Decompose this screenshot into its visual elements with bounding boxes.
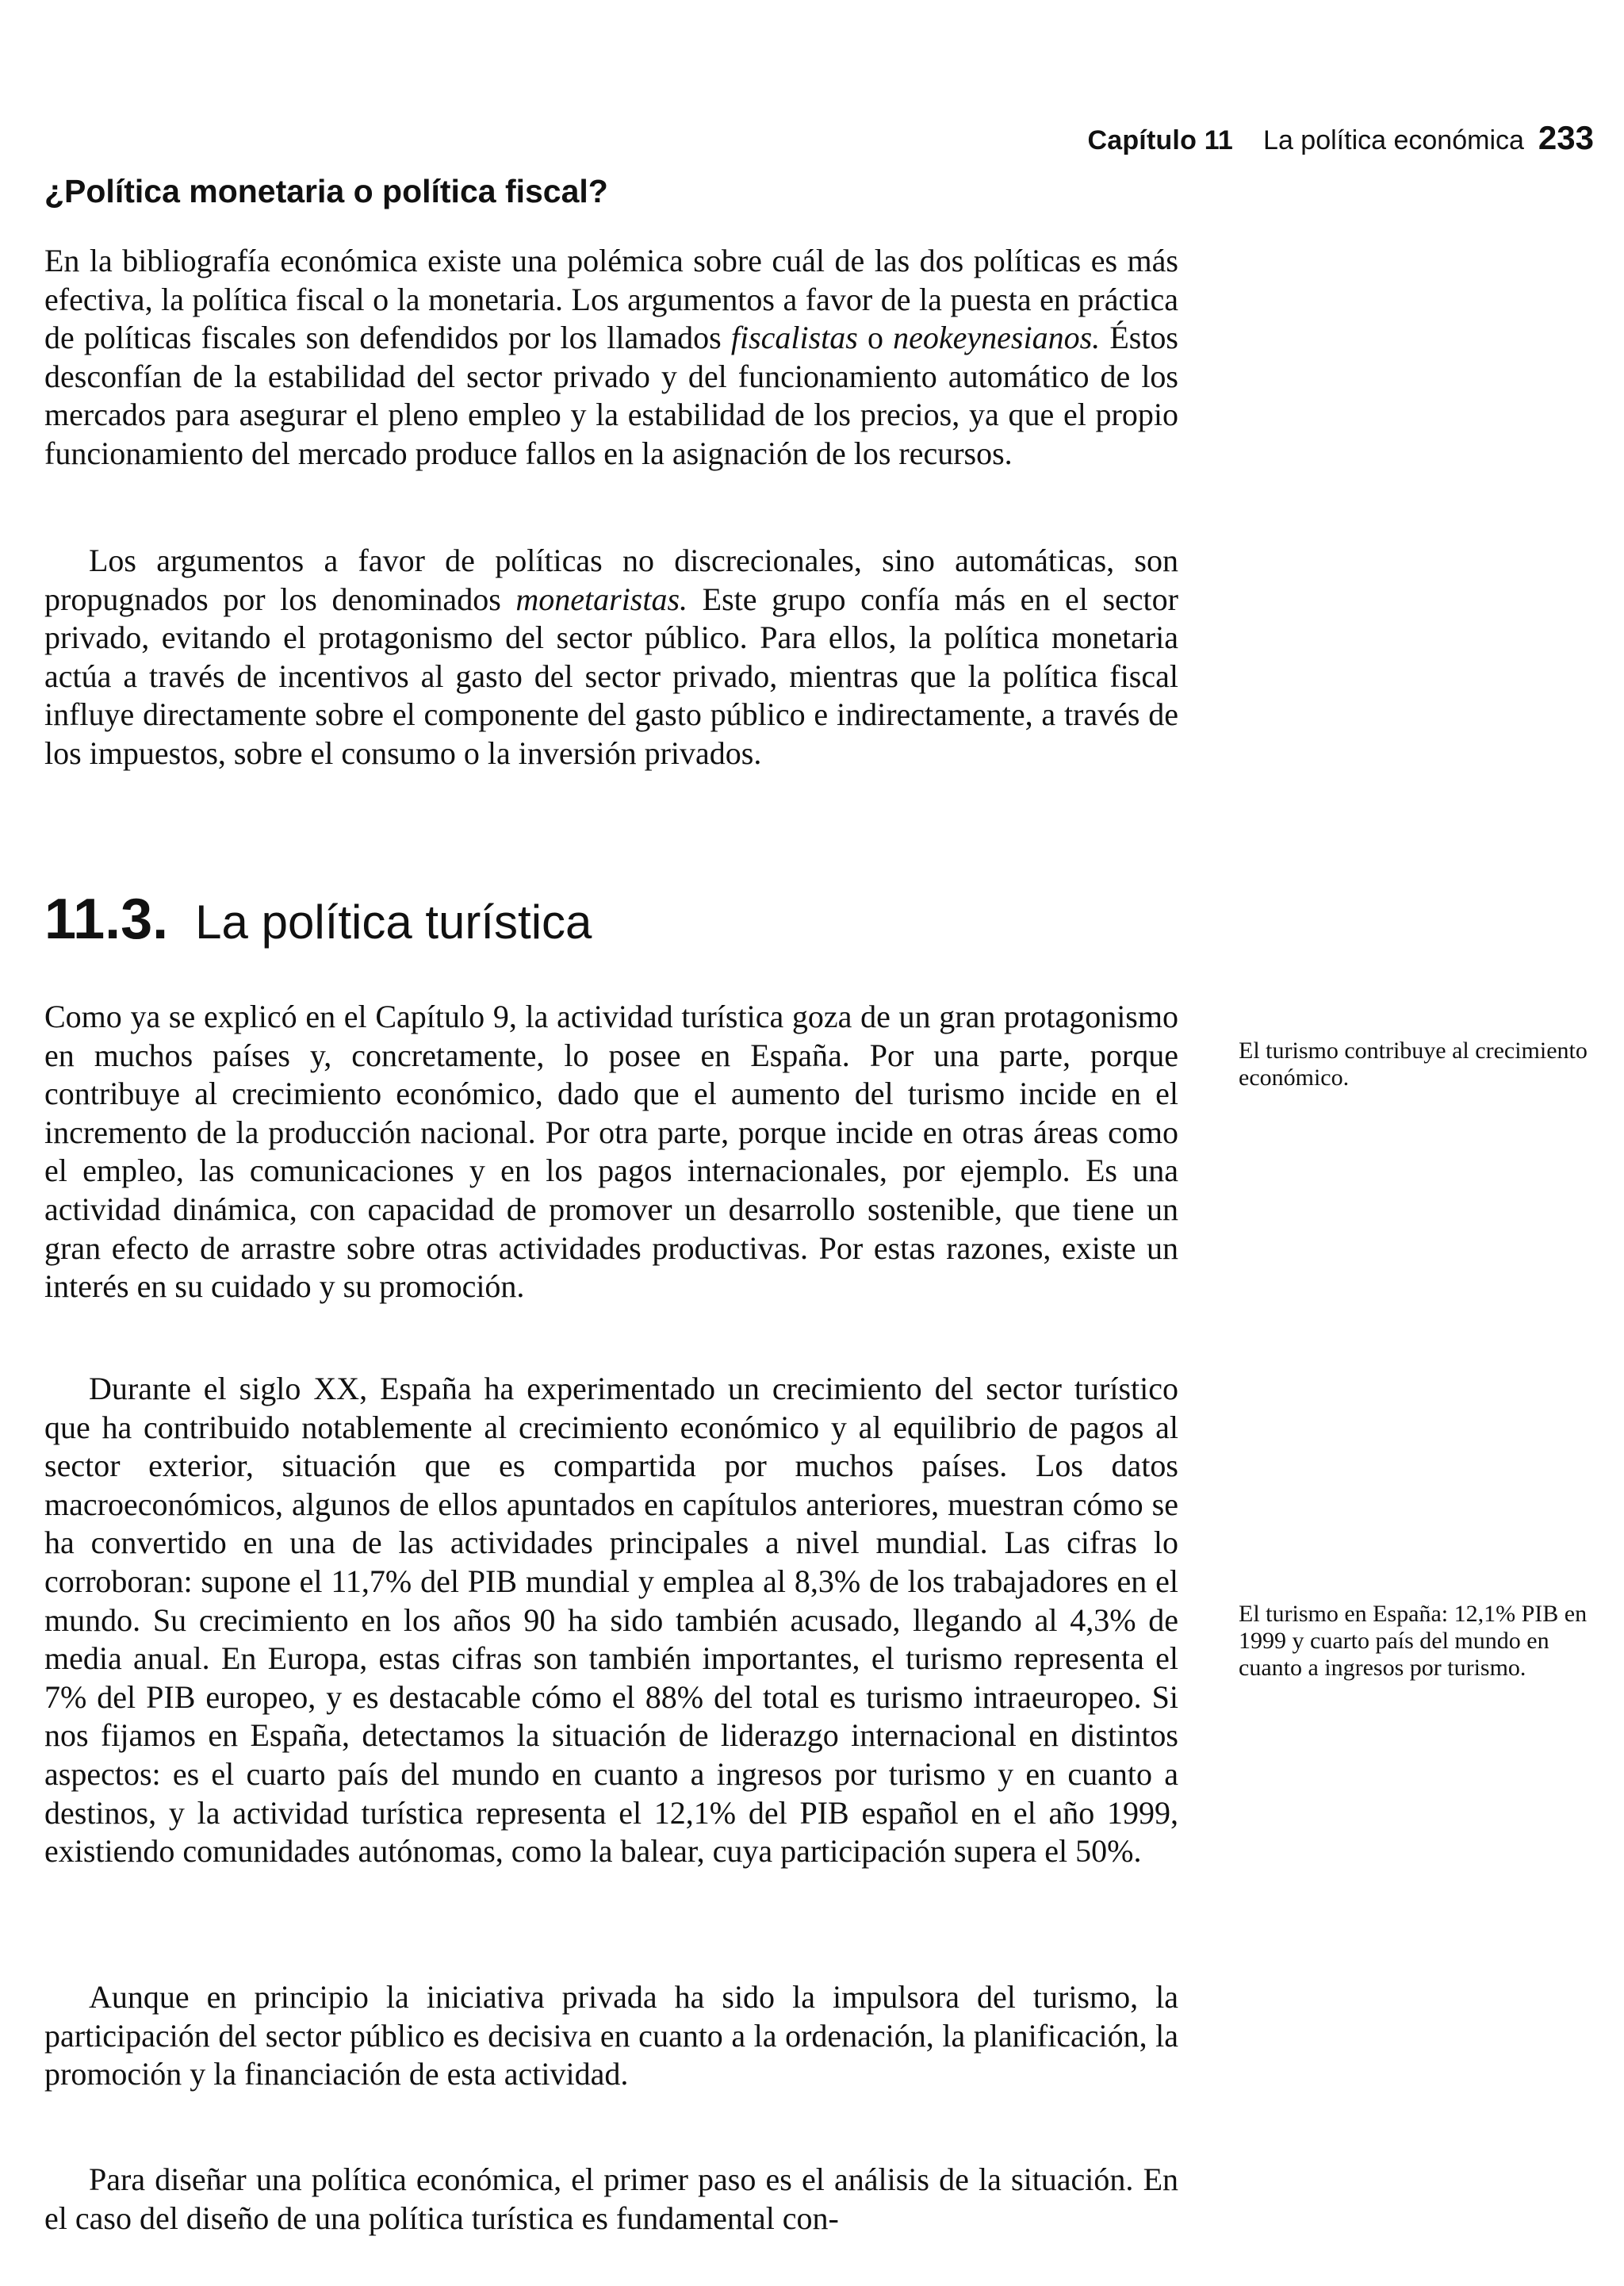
paragraph-text: Éstos desconfían de la estabilidad del sector privado y del funcionamiento automático de los mercados para asegurar el pleno empleo y la estabilidad de los precios, ya que el propio funcionamiento del mercado produce fallos en la asignación de los recursos. xyxy=(44,320,1178,471)
paragraph-policy-design: Para diseñar una política económica, el primer paso es el análisis de la situación. En el caso del diseño de una política turística es fundamental con- xyxy=(44,2161,1178,2236)
paragraph-text: Los argumentos a favor de políticas no discrecionales, sino automáticas, son propugnados por los denominados xyxy=(44,543,1178,617)
margin-note-growth: El turismo contribuye al crecimiento económico. xyxy=(1239,1038,1588,1091)
paragraph-monetaristas xyxy=(44,542,1178,773)
term-neokeynesianos: neokeynesianos. xyxy=(893,320,1101,356)
page-number: 233 xyxy=(1538,119,1594,156)
term-monetaristas: monetaristas. xyxy=(515,581,688,617)
paragraph-tourism-intro: Como ya se explicó en el Capítulo 9, la actividad turística goza de un gran protagonismo en muchos países y, concretamente, lo posee en España. Por una parte, porque contribuye al crecimiento económico, dado que el aumento del turismo incide en el incremento de la producción nacional. Por otra parte, porque incide en otras áreas como el empleo, las comunicaciones y en los pagos internacionales, por ejemplo. Es una actividad dinámica, con capacidad de promover un desarrollo sostenible, que tiene un gran efecto de arrastre sobre otras actividades productivas. Por estas razones, existe un interés en su cuidado y su promoción. xyxy=(44,999,1178,1305)
section-number: 11.3. xyxy=(44,888,169,951)
running-head-chapter: Capítulo 11 xyxy=(1087,125,1234,155)
paragraph-public-sector: Aunque en principio la iniciativa privada ha sido la impulsora del turismo, la participación del sector público es decisiva en cuanto a la ordenación, la planificación, la promoción y la financiación de esta actividad. xyxy=(44,1979,1178,2092)
paragraph-text: En la bibliografía económica existe una polémica sobre cuál de las dos políticas es más efectiva, la política fiscal o la monetaria. Los argumentos a favor de la puesta en práctica de políticas fiscales son defendidos por los llamados xyxy=(44,243,1178,356)
section-title: La política turística xyxy=(195,896,592,949)
subsection-heading: ¿Política monetaria o política fiscal? xyxy=(44,173,608,209)
paragraph-fiscal-vs-monetary xyxy=(44,242,1178,474)
section-heading xyxy=(44,887,592,952)
term-fiscalistas: fiscalistas xyxy=(730,320,858,356)
margin-note-spain: El turismo en España: 12,1% PIB en 1999 y cuarto país del mundo en cuanto a ingresos por turismo. xyxy=(1239,1601,1588,1681)
running-head xyxy=(1087,119,1594,157)
paragraph-text: Este grupo confía más en el sector privado, evitando el protagonismo del sector público. Para ellos, la política monetaria actúa a través de incentivos al gasto del sector privado, mientras que la política fiscal influye directamente sobre el componente del gasto público e indirectamente, a través de los impuestos, sobre el consumo o la inversión privados. xyxy=(44,581,1178,771)
paragraph-tourism-figures: Durante el siglo XX, España ha experimentado un crecimiento del sector turístico que ha contribuido notablemente al crecimiento económico y al equilibrio de pagos al sector exterior, situación que es compartida por muchos países. Los datos macroeconómicos, algunos de ellos apuntados en capítulos anteriores, muestran cómo se ha convertido en una de las actividades principales a nivel mundial. Las cifras lo corroboran: supone el 11,7% del PIB mundial y emplea al 8,3% de los trabajadores en el mundo. Su crecimiento en los años 90 ha sido también acusado, llegando al 4,3% de media anual. En Europa, estas cifras son también importantes, el turismo representa el 7% del PIB europeo, y es destacable cómo el 88% del total es turismo intraeuropeo. Si nos fijamos en España, detectamos la situación de liderazgo internacional en distintos aspectos: es el cuarto país del mundo en cuanto a ingresos por turismo y en cuanto a destinos, y la actividad turística representa el 12,1% del PIB español en el año 1999, existiendo comunidades autónomas, como la balear, cuya participación supera el 50%. xyxy=(44,1371,1178,1870)
paragraph-text: o xyxy=(857,320,894,356)
running-head-title: La política económica xyxy=(1263,125,1524,155)
